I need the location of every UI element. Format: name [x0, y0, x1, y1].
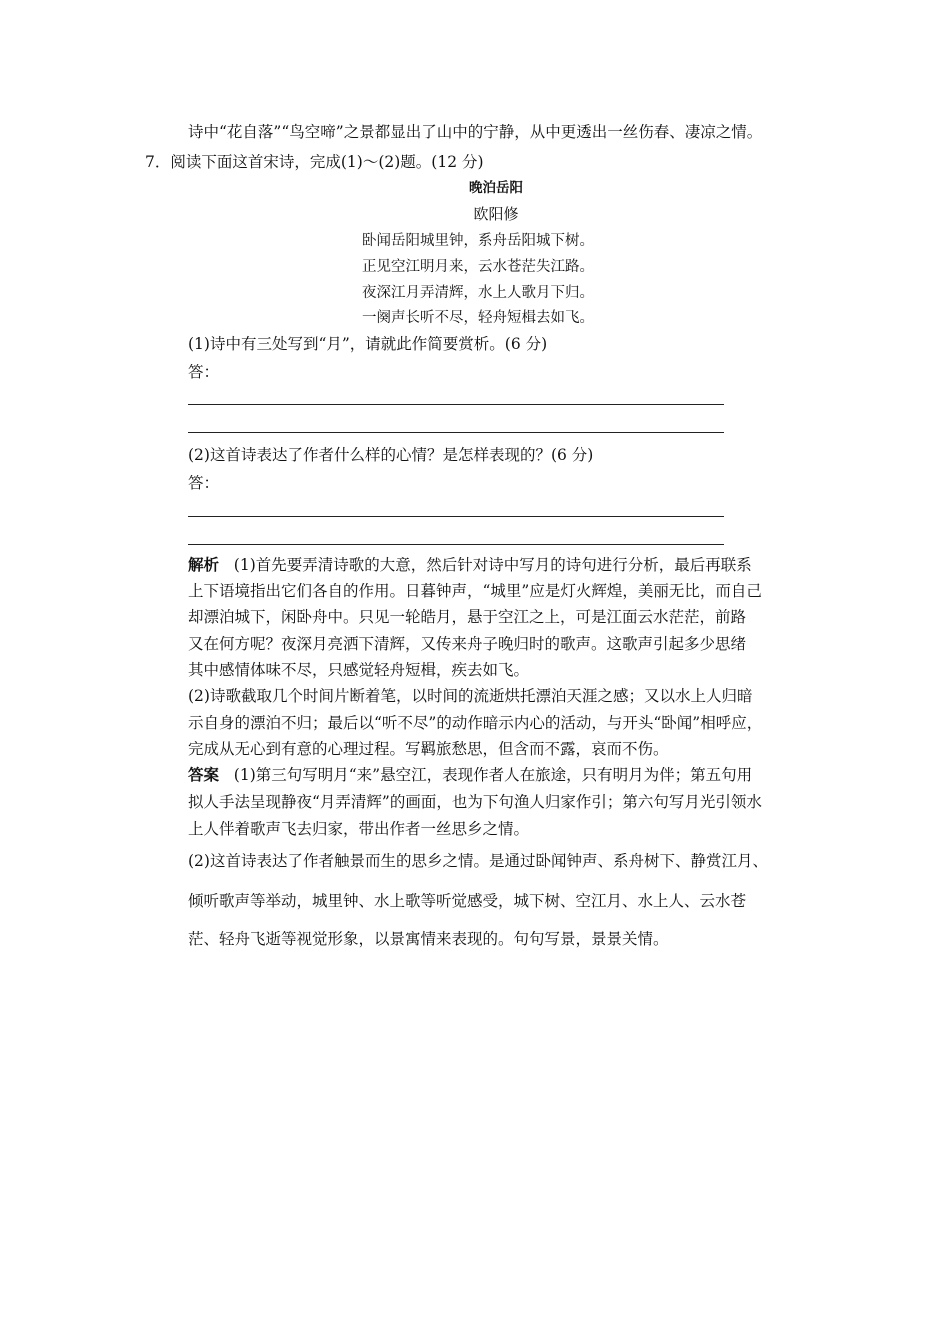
- sub-question-2: (2)这首诗表达了作者什么样的心情？是怎样表现的？(6 分): [188, 446, 594, 464]
- poem-line: 正见空江明月来，云水苍茫失江路。: [362, 259, 594, 275]
- poem-author: 欧阳修: [473, 205, 519, 223]
- analysis-line: 完成从无心到有意的心理过程。写羁旅愁思，但含而不露，哀而不伤。: [188, 740, 669, 758]
- poem-line: 卧闻岳阳城里钟，系舟岳阳城下树。: [362, 233, 594, 249]
- analysis-line: 示自身的漂泊不归；最后以“听不尽”的动作暗示内心的活动，与开头“卧闻”相呼应，: [188, 714, 763, 732]
- question-7: [145, 150, 484, 174]
- answer-line-text: 拟人手法呈现静夜“月弄清辉”的画面，也为下句渔人归家作引；第六句写月光引领水: [188, 793, 762, 811]
- answer-line: [188, 544, 724, 545]
- answer-line-text: 倾听歌声等举动，城里钟、水上歌等听觉感受，城下树、空江月、水上人、云水苍: [188, 892, 747, 910]
- question-number: 7．: [145, 153, 171, 171]
- analysis-line: 却漂泊城下，闲卧舟中。只见一轮皓月，悬于空江之上，可是江面云水茫茫，前路: [188, 608, 747, 626]
- analysis-line: 上下语境指出它们各自的作用。日暮钟声，“城里”应是灯火辉煌，美丽无比，而自己: [188, 582, 762, 600]
- analysis-text: (1)首先要弄清诗歌的大意，然后针对诗中写月的诗句进行分析，最后再联系: [233, 556, 752, 574]
- poem-title: 晚泊岳阳: [469, 180, 523, 196]
- answer-line: [188, 516, 724, 517]
- answer-label-1: 答：: [188, 363, 220, 381]
- analysis-line: (2)诗歌截取几个时间片断着笔，以时间的流逝烘托漂泊天涯之感；又以水上人归暗: [188, 687, 753, 705]
- poem-line: 夜深江月弄清辉，水上人歌月下归。: [362, 285, 594, 301]
- answer-label: 答案: [188, 765, 220, 784]
- question-text: 阅读下面这首宋诗，完成(1)～(2)题。(12 分): [170, 153, 484, 171]
- analysis-line: 又在何方呢？夜深月亮洒下清辉，又传来舟子晚归时的歌声。这歌声引起多少思绪: [188, 635, 747, 653]
- poem-line: 一阕声长听不尽，轻舟短楫去如飞。: [362, 310, 594, 326]
- analysis-label: 解析: [188, 555, 220, 574]
- answer-text: (1)第三句写明月“来”悬空江，表现作者人在旅途，只有明月为伴；第五句用: [233, 766, 753, 784]
- analysis-first-line: [188, 553, 752, 577]
- sub-question-1: (1)诗中有三处写到“月”，请就此作简要赏析。(6 分): [188, 335, 548, 353]
- answer-line-text: 茫、轻舟飞逝等视觉形象，以景寓情来表现的。句句写景，景景关情。: [188, 930, 669, 948]
- answer-label-2: 答：: [188, 474, 220, 492]
- answer-line: [188, 432, 724, 433]
- intro-line: 诗中“花自落”“鸟空啼”之景都显出了山中的宁静，从中更透出一丝伤春、凄凉之情。: [188, 123, 763, 141]
- answer-first-line: [188, 763, 752, 787]
- analysis-line: 其中感情体味不尽，只感觉轻舟短楫，疾去如飞。: [188, 661, 530, 679]
- answer-line: [188, 404, 724, 405]
- answer-line-text: 上人伴着歌声飞去归家，带出作者一丝思乡之情。: [188, 820, 530, 838]
- answer-line-text: (2)这首诗表达了作者触景而生的思乡之情。是通过卧闻钟声、系舟树下、静赏江月、: [188, 852, 768, 870]
